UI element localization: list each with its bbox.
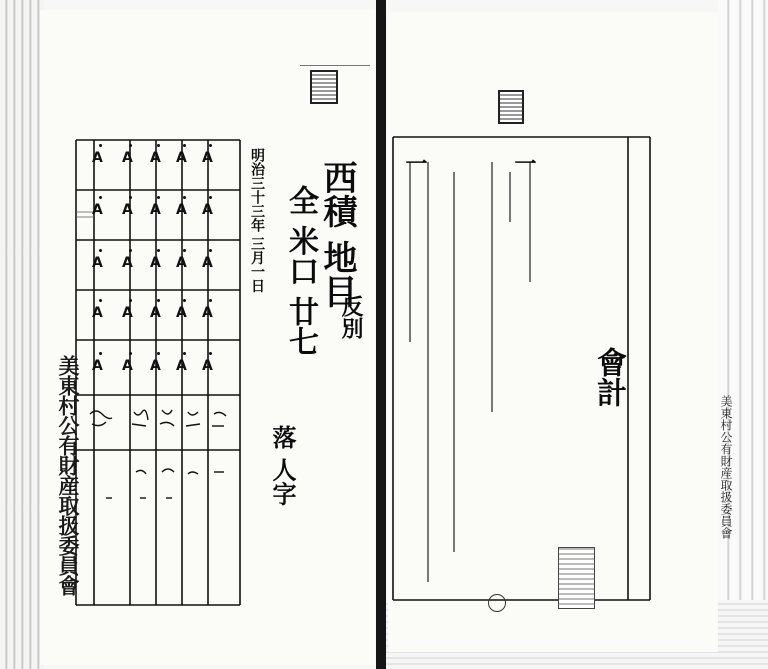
entry-mark: A [202, 305, 213, 321]
entry-mark: A [122, 255, 133, 271]
stamp-icon [310, 70, 338, 104]
note-1: 一 [511, 152, 537, 174]
entry-mark: A [176, 150, 187, 166]
right-page-frame [388, 12, 718, 652]
right-page [388, 12, 718, 652]
entry-mark: A [122, 202, 133, 218]
entry-mark: A [176, 255, 187, 271]
entry-mark: A [92, 358, 103, 374]
left-page [40, 10, 375, 665]
entry-mark: A [122, 358, 133, 374]
name-column: 會計 [591, 347, 626, 407]
page-number-mark [488, 594, 506, 612]
entry-mark: A [92, 305, 103, 321]
brush-column-1: 西積 地目 [317, 160, 357, 308]
seal-icon [558, 547, 595, 609]
entry-mark: A [202, 202, 213, 218]
right-page-edges [718, 0, 768, 669]
entry-mark: A [92, 255, 103, 271]
entry-mark: A [176, 202, 187, 218]
entry-mark: A [150, 305, 161, 321]
rule-line [300, 65, 370, 66]
seal-icon [498, 90, 524, 124]
entry-mark: A [150, 255, 161, 271]
note-2: 一 [402, 152, 428, 174]
entry-mark: A [176, 358, 187, 374]
brush-column-3: 反別 [338, 295, 364, 339]
left-page-edges [0, 0, 44, 669]
lower-row-entries [76, 402, 246, 562]
book-gutter [376, 0, 386, 669]
entry-mark: A [122, 305, 133, 321]
left-footer-text: 美東村公有財産取扱委員會 [56, 355, 81, 595]
entry-mark: A [150, 202, 161, 218]
entry-mark: A [176, 305, 187, 321]
entry-mark: A [92, 150, 103, 166]
entry-mark: A [202, 150, 213, 166]
brush-column-2: 全 米口 廿七 [283, 185, 318, 356]
entry-mark: A [150, 150, 161, 166]
entry-mark: A [150, 358, 161, 374]
right-header-text: 美東村公有財産取扱委員會 [719, 395, 733, 539]
entry-mark: A [122, 150, 133, 166]
entry-mark: A [92, 202, 103, 218]
brush-column-4: 落 人字 [268, 425, 297, 506]
entry-mark: A [202, 255, 213, 271]
date-column: 明治三十三年 三月一日 [249, 148, 265, 293]
ledger-grid [40, 10, 375, 665]
entry-mark: A [202, 358, 213, 374]
